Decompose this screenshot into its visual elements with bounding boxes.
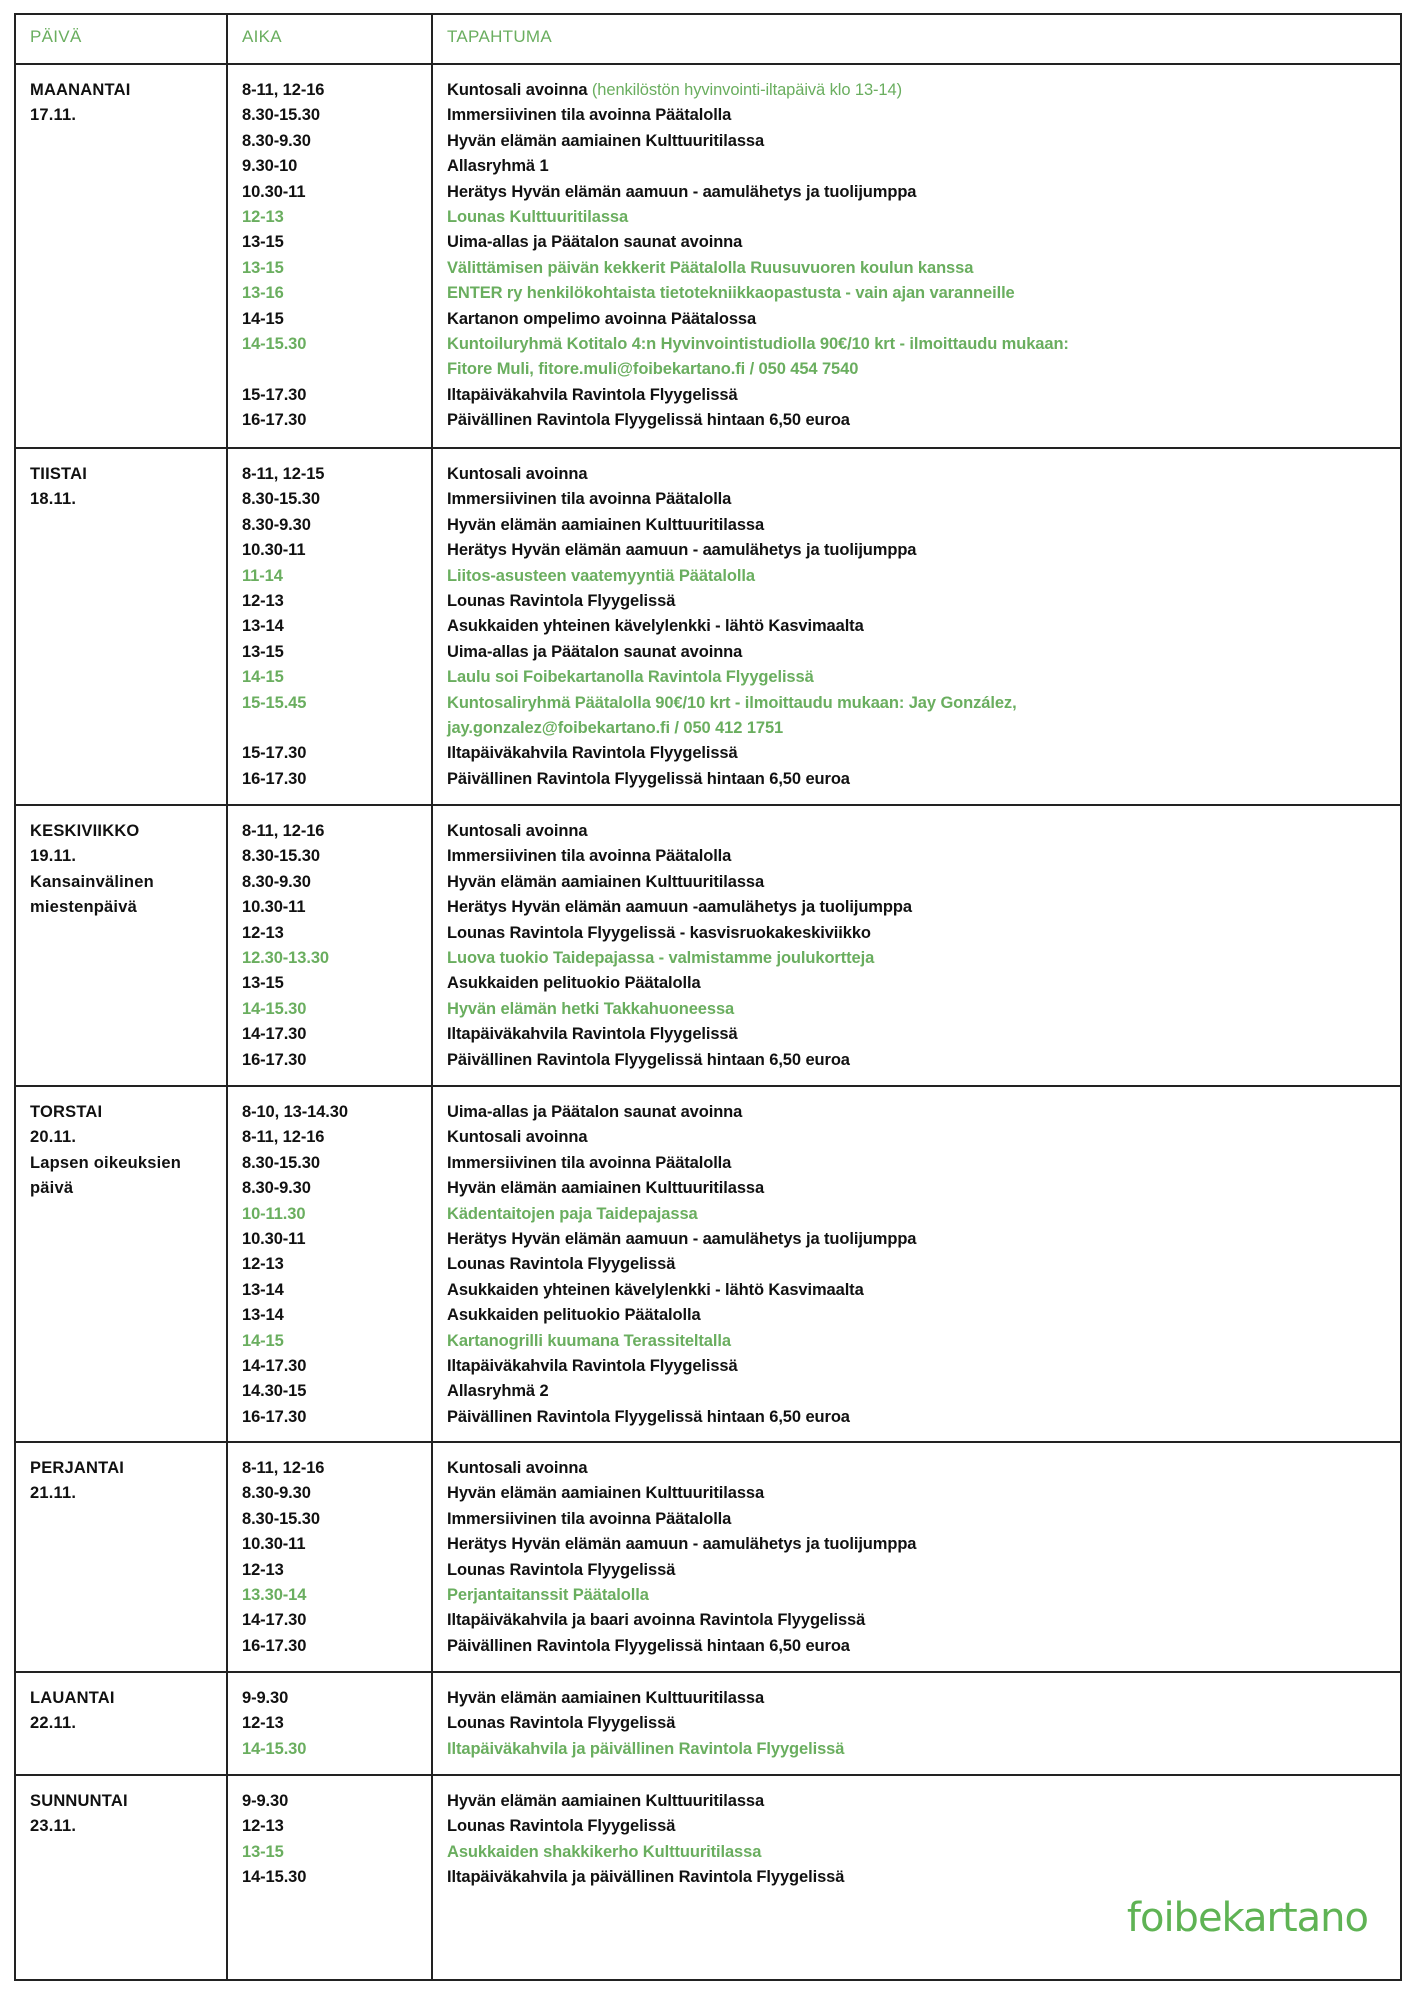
event-title: Lounas Ravintola Flyygelissä: [447, 1817, 676, 1836]
event-time: 14-15: [242, 668, 284, 687]
event-title: Välittämisen päivän kekkerit Päätalolla Ruusuvuoren koulun kanssa: [447, 258, 974, 277]
weekday-label: PERJANTAI: [30, 1459, 125, 1477]
event-time: 8-11, 12-16: [242, 822, 325, 840]
header-event: TAPAHTUMA: [432, 14, 1401, 64]
event-title: Hyvän elämän aamiainen Kulttuuritilassa: [447, 1484, 765, 1503]
event-title: Allasryhmä 1: [447, 157, 549, 176]
event-title: [447, 78, 1400, 103]
event-title: Hyvän elämän aamiainen Kulttuuritilassa: [447, 1179, 765, 1198]
event-cell: [432, 448, 1401, 805]
day-row: [15, 1775, 1401, 1980]
event-title: Päivällinen Ravintola Flyygelissä hintaan 6,50 euroa: [447, 1636, 850, 1655]
event-time: 9-9.30: [242, 1689, 289, 1707]
event-title: Päivällinen Ravintola Flyygelissä hintaan 6,50 euroa: [447, 1407, 850, 1426]
event-time: 10.30-11: [242, 1229, 306, 1248]
event-time: 14.30-15: [242, 1382, 307, 1401]
event-time: 11-14: [242, 566, 283, 585]
weekday-label: LAUANTAI: [30, 1689, 115, 1707]
event-title: Herätys Hyvän elämän aamuun - aamulähetys ja tuolijumppa: [447, 1229, 917, 1248]
event-title: Lounas Ravintola Flyygelissä - kasvisruokakeskiviikko: [447, 923, 871, 942]
date-label: 19.11.: [30, 847, 77, 866]
day-row: [15, 1086, 1401, 1442]
event-time: 13-15: [242, 233, 284, 252]
event-time: 8.30-15.30: [242, 1153, 320, 1172]
event-title: Asukkaiden shakkikerho Kulttuuritilassa: [447, 1842, 762, 1861]
schedule-sheet: [14, 13, 1400, 1981]
day-cell: [15, 805, 227, 1086]
event-title: Lounas Ravintola Flyygelissä: [447, 1560, 676, 1579]
event-title-text: Kuntosali avoinna: [447, 81, 588, 99]
theme-day-label: Lapsen oikeuksien: [30, 1153, 182, 1172]
time-cell: [227, 1672, 432, 1775]
event-time: 8.30-9.30: [242, 131, 311, 150]
time-cell: [227, 1775, 432, 1980]
event-time: 15-15.45: [242, 693, 307, 712]
event-time: 14-17.30: [242, 1611, 307, 1630]
event-time: 10.30-11: [242, 541, 306, 560]
event-time: 13.30-14: [242, 1585, 307, 1604]
event-time: 15-17.30: [242, 385, 307, 404]
event-title: Päivällinen Ravintola Flyygelissä hintaan 6,50 euroa: [447, 769, 850, 788]
event-time: 8.30-15.30: [242, 1509, 320, 1528]
event-title: Kädentaitojen paja Taidepajassa: [447, 1204, 698, 1223]
event-time: 14-15.30: [242, 1739, 307, 1758]
event-time: 9.30-10: [242, 157, 298, 176]
event-time: 13-15: [242, 258, 284, 277]
event-time: 12-13: [242, 1560, 284, 1579]
theme-day-label: päivä: [30, 1179, 74, 1198]
date-label: 20.11.: [30, 1128, 77, 1147]
event-title: Uima-allas ja Päätalon saunat avoinna: [447, 233, 743, 252]
day-cell: [15, 1775, 227, 1980]
event-time: 14-15: [242, 309, 284, 328]
event-title: Asukkaiden yhteinen kävelylenkki - lähtö Kasvimaalta: [447, 1280, 864, 1299]
event-title: Kuntoiluryhmä Kotitalo 4:n Hyvinvointistudiolla 90€/10 krt - ilmoittaudu mukaan:: [447, 334, 1069, 353]
event-title: Kuntosaliryhmä Päätalolla 90€/10 krt - ilmoittaudu mukaan: Jay González,: [447, 693, 1017, 712]
event-title: Uima-allas ja Päätalon saunat avoinna: [447, 1103, 743, 1121]
weekday-label: TORSTAI: [30, 1103, 103, 1121]
event-time: 13-15: [242, 974, 284, 993]
event-title: Kuntosali avoinna: [447, 1128, 588, 1147]
weekday-label: TIISTAI: [30, 465, 88, 483]
event-time: 14-15.30: [242, 999, 307, 1018]
event-title: Hyvän elämän aamiainen Kulttuuritilassa: [447, 1792, 765, 1810]
event-title: Lounas Ravintola Flyygelissä: [447, 1714, 676, 1733]
event-title: Hyvän elämän aamiainen Kulttuuritilassa: [447, 1689, 765, 1707]
weekday-label: MAANANTAI: [30, 81, 131, 99]
event-time: 12-13: [242, 1255, 284, 1274]
date-label: 21.11.: [30, 1484, 77, 1503]
event-time: 12.30-13.30: [242, 948, 329, 967]
date-label: 18.11.: [30, 490, 77, 509]
event-title: Laulu soi Foibekartanolla Ravintola Flyygelissä: [447, 668, 814, 687]
event-title: Asukkaiden pelituokio Päätalolla: [447, 974, 701, 993]
day-row: [15, 805, 1401, 1086]
day-row: [15, 448, 1401, 805]
day-cell: [15, 1672, 227, 1775]
event-time: 12-13: [242, 1714, 284, 1733]
event-title: Liitos-asusteen vaatemyyntiä Päätalolla: [447, 566, 755, 585]
event-cell: [432, 64, 1401, 448]
event-time: 8-11, 12-16: [242, 1459, 325, 1477]
event-title: Lounas Ravintola Flyygelissä: [447, 1255, 676, 1274]
event-time: 14-17.30: [242, 1025, 307, 1044]
day-row: [15, 1672, 1401, 1775]
event-time: 12-13: [242, 591, 284, 610]
event-title: Kuntosali avoinna: [447, 822, 588, 840]
event-title: Päivällinen Ravintola Flyygelissä hintaan 6,50 euroa: [447, 411, 850, 430]
day-row: [15, 1442, 1401, 1672]
event-title: Hyvän elämän hetki Takkahuoneessa: [447, 999, 735, 1018]
header-time: AIKA: [227, 14, 432, 64]
weekday-label: KESKIVIIKKO: [30, 822, 140, 840]
event-title: Immersiivinen tila avoinna Päätalolla: [447, 1509, 732, 1528]
event-title: Asukkaiden pelituokio Päätalolla: [447, 1306, 701, 1325]
event-time: 14-15.30: [242, 334, 307, 353]
event-time: 16-17.30: [242, 1407, 307, 1426]
event-time: 13-15: [242, 642, 284, 661]
event-cell: [432, 1672, 1401, 1775]
event-time: 13-14: [242, 1280, 284, 1299]
event-title: Hyvän elämän aamiainen Kulttuuritilassa: [447, 872, 765, 891]
day-cell: [15, 64, 227, 448]
event-title: Allasryhmä 2: [447, 1382, 549, 1401]
event-title: Kuntosali avoinna: [447, 1459, 588, 1477]
event-title: Luova tuokio Taidepajassa - valmistamme joulukortteja: [447, 948, 875, 967]
theme-day-label: Kansainvälinen: [30, 872, 154, 891]
event-title: Immersiivinen tila avoinna Päätalolla: [447, 1153, 732, 1172]
event-time: 13-14: [242, 1306, 284, 1325]
event-time: 16-17.30: [242, 769, 307, 788]
time-cell: [227, 1442, 432, 1672]
event-title: Iltapäiväkahvila ja päivällinen Ravintola Flyygelissä: [447, 1868, 845, 1887]
time-cell: [227, 448, 432, 805]
event-title: Immersiivinen tila avoinna Päätalolla: [447, 847, 732, 866]
event-title: Uima-allas ja Päätalon saunat avoinna: [447, 642, 743, 661]
event-time: 10-11.30: [242, 1204, 306, 1223]
event-time: 8.30-15.30: [242, 106, 320, 125]
time-spacer: [242, 716, 431, 741]
event-time: 10.30-11: [242, 898, 306, 917]
event-contact-line: Fitore Muli, fitore.muli@foibekartano.fi / 050 454 7540: [447, 360, 859, 379]
event-title: Herätys Hyvän elämän aamuun - aamulähetys ja tuolijumppa: [447, 541, 917, 560]
event-time: 8.30-9.30: [242, 1179, 311, 1198]
event-time: 12-13: [242, 923, 284, 942]
event-title: Hyvän elämän aamiainen Kulttuuritilassa: [447, 131, 765, 150]
event-time: 9-9.30: [242, 1792, 289, 1810]
event-contact-line: jay.gonzalez@foibekartano.fi / 050 412 1751: [447, 718, 784, 737]
event-title: Lounas Ravintola Flyygelissä: [447, 591, 676, 610]
event-time: 8-11, 12-16: [242, 81, 325, 99]
event-title: Asukkaiden yhteinen kävelylenkki - lähtö Kasvimaalta: [447, 617, 864, 636]
day-cell: [15, 1086, 227, 1442]
time-spacer: [242, 357, 431, 382]
event-time: 10.30-11: [242, 182, 306, 201]
time-cell: [227, 1086, 432, 1442]
event-title: Herätys Hyvän elämän aamuun -aamulähetys ja tuolijumppa: [447, 898, 912, 917]
weekday-label: SUNNUNTAI: [30, 1792, 128, 1810]
event-title: Kartanogrilli kuumana Terassiteltalla: [447, 1331, 731, 1350]
event-time: 15-17.30: [242, 744, 307, 763]
event-time: 8.30-9.30: [242, 1484, 311, 1503]
event-time: 16-17.30: [242, 1050, 307, 1069]
event-title: Herätys Hyvän elämän aamuun - aamulähetys ja tuolijumppa: [447, 182, 917, 201]
event-time: 8.30-15.30: [242, 490, 320, 509]
event-time: 8.30-9.30: [242, 515, 311, 534]
event-time: 13-14: [242, 617, 284, 636]
event-title: Iltapäiväkahvila ja päivällinen Ravintola Flyygelissä: [447, 1739, 845, 1758]
time-cell: [227, 64, 432, 448]
event-time: 14-17.30: [242, 1356, 307, 1375]
event-title: Herätys Hyvän elämän aamuun - aamulähetys ja tuolijumppa: [447, 1535, 917, 1554]
event-time: 14-15: [242, 1331, 284, 1350]
event-title: Iltapäiväkahvila Ravintola Flyygelissä: [447, 385, 738, 404]
date-label: 17.11.: [30, 106, 77, 125]
event-cell: [432, 1775, 1401, 1980]
event-time: 8-11, 12-15: [242, 465, 325, 483]
event-time: 8.30-9.30: [242, 872, 311, 891]
event-title: ENTER ry henkilökohtaista tietotekniikkaopastusta - vain ajan varanneille: [447, 284, 1015, 303]
event-note: (henkilöstön hyvinvointi-iltapäivä klo 13-14): [587, 81, 902, 99]
event-time: 12-13: [242, 207, 284, 226]
event-time: 8.30-15.30: [242, 847, 320, 866]
event-cell: [432, 805, 1401, 1086]
event-title: Hyvän elämän aamiainen Kulttuuritilassa: [447, 515, 765, 534]
schedule-body: [15, 64, 1401, 1980]
header-day: PÄIVÄ: [15, 14, 227, 64]
event-title: Kartanon ompelimo avoinna Päätalossa: [447, 309, 757, 328]
event-title: Immersiivinen tila avoinna Päätalolla: [447, 106, 732, 125]
event-title: Iltapäiväkahvila Ravintola Flyygelissä: [447, 1025, 738, 1044]
event-time: 13-16: [242, 284, 284, 303]
weekly-schedule-table: [14, 13, 1402, 1981]
event-time: 8-11, 12-16: [242, 1128, 325, 1147]
day-row: [15, 64, 1401, 448]
event-title: Iltapäiväkahvila Ravintola Flyygelissä: [447, 1356, 738, 1375]
event-time: 16-17.30: [242, 1636, 307, 1655]
time-cell: [227, 805, 432, 1086]
event-time: 13-15: [242, 1842, 284, 1861]
event-title: Iltapäiväkahvila Ravintola Flyygelissä: [447, 744, 738, 763]
event-time: 8-10, 13-14.30: [242, 1103, 348, 1121]
event-title: Päivällinen Ravintola Flyygelissä hintaan 6,50 euroa: [447, 1050, 850, 1069]
event-time: 16-17.30: [242, 411, 307, 430]
table-header-row: [15, 14, 1401, 64]
event-time: 14-15.30: [242, 1868, 307, 1887]
event-title: Lounas Kulttuuritilassa: [447, 207, 629, 226]
theme-day-label: miestenpäivä: [30, 898, 137, 917]
event-title: Kuntosali avoinna: [447, 465, 588, 483]
day-cell: [15, 1442, 227, 1672]
event-cell: [432, 1442, 1401, 1672]
event-title: Perjantaitanssit Päätalolla: [447, 1585, 649, 1604]
day-cell: [15, 448, 227, 805]
event-cell: [432, 1086, 1401, 1442]
date-label: 22.11.: [30, 1714, 77, 1733]
event-title: Immersiivinen tila avoinna Päätalolla: [447, 490, 732, 509]
foibekartano-logo: foibekartano: [1126, 1895, 1368, 1941]
event-time: 12-13: [242, 1817, 284, 1836]
event-time: 10.30-11: [242, 1535, 306, 1554]
event-title: Iltapäiväkahvila ja baari avoinna Ravintola Flyygelissä: [447, 1611, 866, 1630]
date-label: 23.11.: [30, 1817, 77, 1836]
